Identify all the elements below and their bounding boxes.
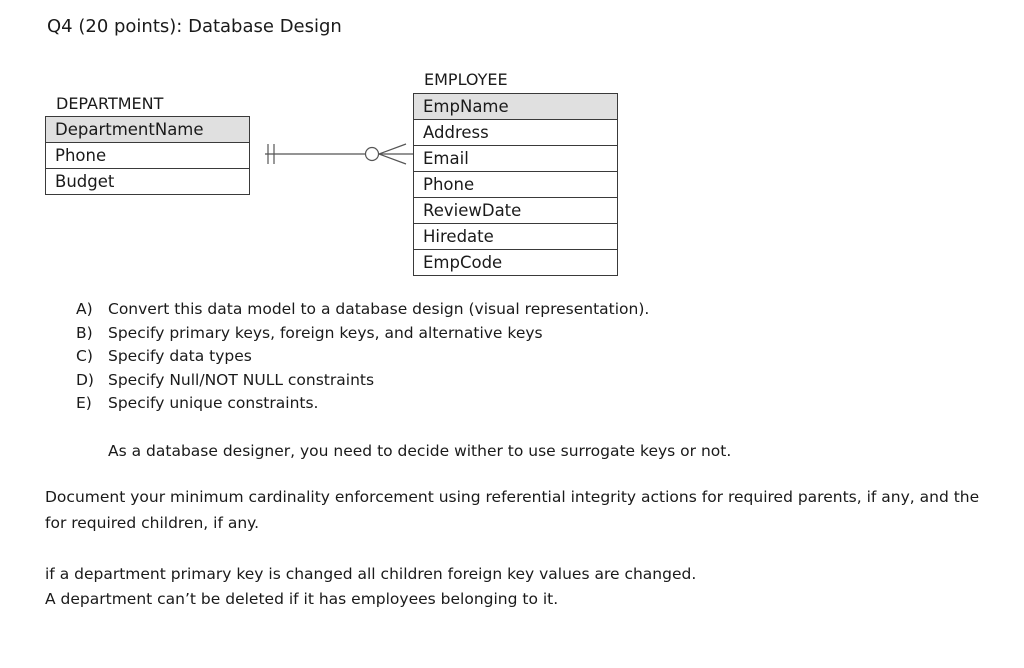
task-text: Specify primary keys, foreign keys, and alternative keys — [108, 323, 543, 342]
department-attribute: Budget — [46, 169, 250, 195]
cardinality-instruction: Document your minimum cardinality enforcement using referential integrity actions for required parents, if any, and the for required children, if any. — [45, 488, 980, 532]
delete-restrict-rule: A department can’t be deleted if it has employees belonging to it. — [45, 590, 559, 608]
employee-attribute: EmpCode — [414, 250, 618, 276]
department-entity-name: DEPARTMENT — [56, 94, 164, 113]
employee-attribute: Phone — [414, 172, 618, 198]
employee-attribute: Email — [414, 146, 618, 172]
update-cascade-rule: if a department primary key is changed all children foreign key values are changed. — [45, 565, 697, 583]
crows-foot-upper — [379, 144, 406, 154]
task-list — [76, 298, 649, 416]
surrogate-key-note: As a database designer, you need to decide wither to use surrogate keys or not. — [108, 442, 732, 460]
optional-zero-circle — [366, 148, 379, 161]
task-item — [76, 345, 649, 369]
employee-entity — [413, 93, 618, 276]
employee-attribute-key: EmpName — [414, 94, 618, 120]
task-letter: D) — [76, 370, 94, 389]
department-attribute-key: DepartmentName — [46, 117, 250, 143]
relationship-connector — [255, 138, 415, 172]
page-title: Q4 (20 points): Database Design — [47, 16, 342, 37]
task-item — [76, 298, 649, 322]
task-letter: A) — [76, 300, 93, 318]
employee-attribute: ReviewDate — [414, 198, 618, 224]
task-text: Convert this data model to a database design (visual representation). — [108, 300, 650, 318]
task-letter: E) — [76, 394, 92, 412]
employee-attribute: Hiredate — [414, 224, 618, 250]
department-attribute: Phone — [46, 143, 250, 169]
crows-foot-lower — [379, 154, 406, 164]
task-letter: B) — [76, 323, 93, 342]
employee-entity-name: EMPLOYEE — [424, 70, 508, 89]
department-entity — [45, 116, 250, 195]
task-letter: C) — [76, 347, 93, 365]
task-text: Specify unique constraints. — [108, 394, 319, 412]
task-item — [76, 322, 649, 346]
task-text: Specify data types — [108, 347, 252, 365]
task-item — [76, 369, 649, 393]
task-text: Specify Null/NOT NULL constraints — [108, 370, 375, 389]
employee-attribute: Address — [414, 120, 618, 146]
task-item — [76, 392, 649, 416]
